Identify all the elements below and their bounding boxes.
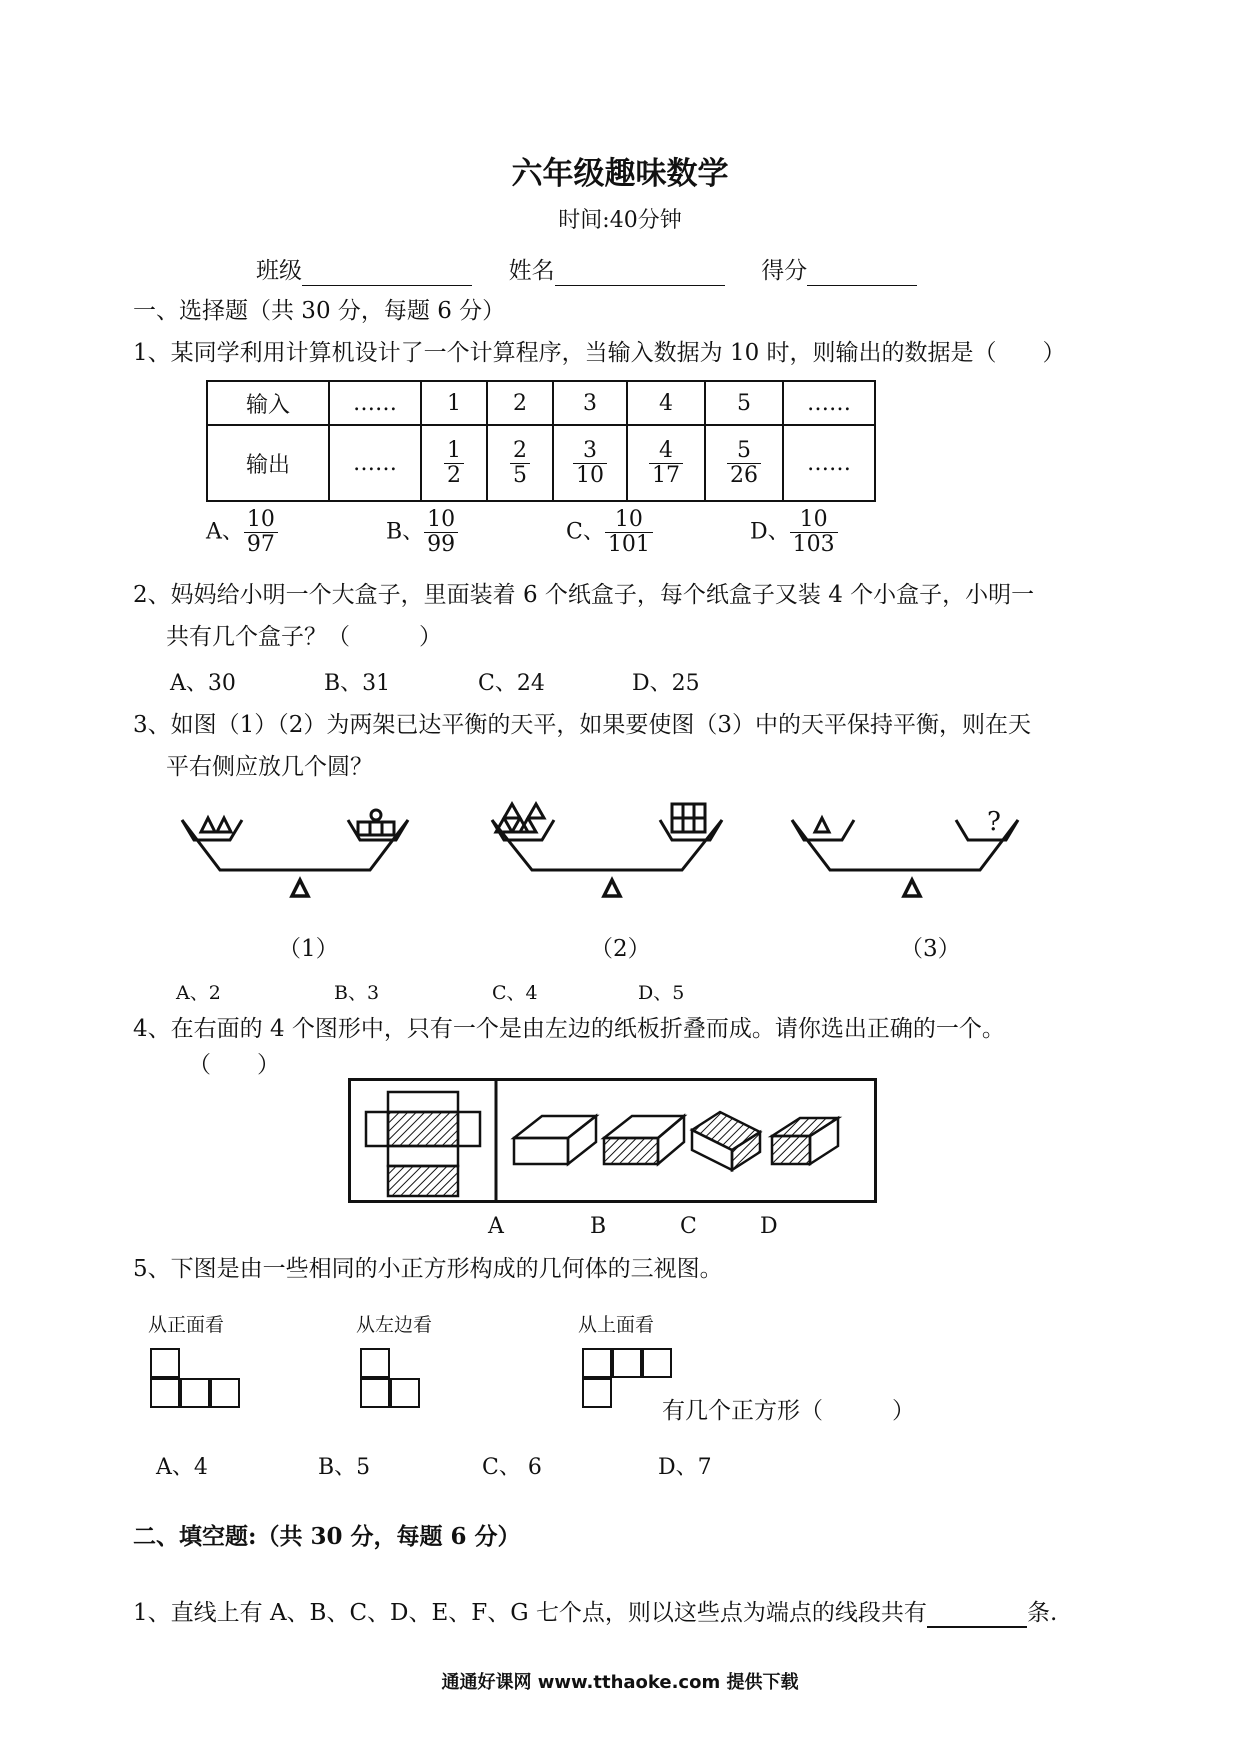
- ellipsis-cell: ……: [783, 381, 875, 425]
- denominator: 2: [444, 463, 464, 488]
- option-label: B、: [386, 519, 425, 545]
- q2-option-c[interactable]: C、24: [478, 671, 545, 696]
- student-info-row: [256, 256, 917, 286]
- box-option-d[interactable]: [772, 1118, 838, 1164]
- q3-option-a[interactable]: A、2: [176, 982, 221, 1004]
- q4-label-c: C: [680, 1214, 697, 1239]
- q1-option-c[interactable]: [566, 508, 653, 557]
- q1-option-d[interactable]: [750, 508, 838, 557]
- row-label-input: 输入: [207, 381, 329, 425]
- footer-source: 通通好课网 www.tthaoke.com 提供下载: [441, 1672, 799, 1693]
- q1-option-b[interactable]: [386, 508, 458, 557]
- section1-heading: 一、选择题（共 30 分，每题 6 分）: [133, 298, 506, 324]
- score-label: 得分: [761, 258, 808, 284]
- name-label: 姓名: [508, 258, 555, 284]
- numerator: 10: [799, 507, 828, 532]
- numerator: 10: [614, 507, 643, 532]
- balance-scale-1: [182, 810, 408, 896]
- output-cell: [553, 425, 627, 501]
- balance-scale-3: [792, 818, 1018, 896]
- ellipsis-cell: ……: [783, 425, 875, 501]
- numerator: 1: [447, 437, 461, 463]
- page-title: 六年级趣味数学: [511, 156, 729, 192]
- top-view-grid: [582, 1348, 674, 1410]
- q2-text-line1: 2、妈妈给小明一个大盒子，里面装着 6 个纸盒子，每个纸盒子又装 4 个小盒子，小明一: [133, 582, 1035, 608]
- input-cell: 3: [553, 381, 627, 425]
- question-mark-label: ?: [987, 807, 1001, 837]
- top-view-label: 从上面看: [578, 1314, 655, 1336]
- input-cell: 2: [487, 381, 553, 425]
- numerator: 3: [583, 437, 597, 463]
- q5-option-d[interactable]: D、7: [658, 1455, 712, 1480]
- denominator: 101: [605, 532, 653, 557]
- option-label: D、: [750, 519, 790, 545]
- ellipsis-cell: ……: [329, 381, 421, 425]
- q5-option-c[interactable]: C、 6: [482, 1455, 542, 1480]
- denominator: 26: [727, 463, 761, 488]
- left-view-label: 从左边看: [356, 1314, 433, 1336]
- q5-option-a[interactable]: A、4: [156, 1455, 208, 1480]
- numerator: 4: [659, 437, 673, 463]
- q4-text: 4、在右面的 4 个图形中，只有一个是由左边的纸板折叠而成。请你选出正确的一个。: [133, 1016, 1005, 1042]
- scale-caption-1: （1）: [278, 936, 339, 962]
- folding-figure: [348, 1078, 880, 1206]
- input-cell: 5: [705, 381, 783, 425]
- q2-text-line2: 共有几个盒子？（ ）: [166, 624, 442, 650]
- balance-scales-figure: [170, 800, 1050, 920]
- numerator: 2: [513, 437, 527, 463]
- q5-text: 5、下图是由一些相同的小正方形构成的几何体的三视图。: [133, 1256, 723, 1282]
- score-field[interactable]: [807, 261, 917, 286]
- s2-q1: [133, 1598, 1057, 1628]
- section2-heading: 二、填空题:（共 30 分，每题 6 分）: [133, 1523, 521, 1550]
- numerator: 10: [246, 507, 275, 532]
- balance-scale-2: [492, 804, 722, 896]
- q5-ask: 有几个正方形（ ）: [662, 1398, 915, 1424]
- q5-option-b[interactable]: B、5: [318, 1455, 371, 1480]
- io-table: [206, 380, 876, 502]
- name-field[interactable]: [555, 261, 725, 286]
- denominator: 103: [790, 532, 838, 557]
- q3-option-d[interactable]: D、5: [638, 982, 685, 1004]
- s2-q1-answer-blank[interactable]: [927, 1602, 1027, 1628]
- denominator: 99: [424, 532, 458, 557]
- output-cell: [421, 425, 487, 501]
- input-cell: 1: [421, 381, 487, 425]
- ellipsis-cell: ……: [329, 425, 421, 501]
- front-view-grid: [150, 1348, 242, 1410]
- input-cell: 4: [627, 381, 705, 425]
- box-option-c[interactable]: [692, 1112, 760, 1170]
- denominator: 10: [573, 463, 607, 488]
- front-view-label: 从正面看: [148, 1314, 225, 1336]
- q2-option-a[interactable]: A、30: [170, 671, 236, 696]
- left-view-grid: [360, 1348, 422, 1410]
- output-cell: [487, 425, 553, 501]
- row-label-output: 输出: [207, 425, 329, 501]
- numerator: 5: [737, 437, 751, 463]
- denominator: 5: [510, 463, 530, 488]
- q1-text: 1、某同学利用计算机设计了一个计算程序，当输入数据为 10 时，则输出的数据是（ ）: [133, 340, 1066, 366]
- q3-text-line2: 平右侧应放几个圆？: [166, 754, 373, 780]
- s2-q1-suffix: 条.: [1026, 1600, 1058, 1626]
- denominator: 17: [649, 463, 683, 488]
- denominator: 97: [244, 532, 278, 557]
- time-limit: 时间:40分钟: [558, 208, 682, 233]
- q4-label-b: B: [590, 1214, 607, 1239]
- q4-label-d: D: [760, 1214, 778, 1239]
- box-option-b[interactable]: [604, 1116, 684, 1164]
- box-option-a[interactable]: [514, 1116, 596, 1164]
- q4-label-a: A: [488, 1214, 504, 1239]
- s2-q1-prefix: 1、直线上有 A、B、C、D、E、F、G 七个点，则以这些点为端点的线段共有: [133, 1600, 927, 1626]
- option-label: A、: [206, 519, 244, 545]
- numerator: 10: [427, 507, 456, 532]
- q3-option-b[interactable]: B、3: [334, 982, 380, 1004]
- q1-option-a[interactable]: [206, 508, 278, 557]
- output-cell: [705, 425, 783, 501]
- paper-net: [366, 1092, 480, 1196]
- q4-answer-paren: （ ）: [188, 1052, 280, 1078]
- class-field[interactable]: [302, 261, 472, 286]
- class-label: 班级: [256, 258, 302, 284]
- q2-option-d[interactable]: D、25: [632, 671, 700, 696]
- q3-text-line1: 3、如图（1）（2）为两架已达平衡的天平，如果要使图（3）中的天平保持平衡，则在天: [133, 712, 1032, 738]
- q2-option-b[interactable]: B、31: [324, 671, 391, 696]
- q3-option-c[interactable]: C、4: [492, 982, 538, 1004]
- output-cell: [627, 425, 705, 501]
- scale-caption-2: （2）: [590, 936, 651, 962]
- option-label: C、: [566, 519, 605, 545]
- scale-caption-3: （3）: [900, 936, 961, 962]
